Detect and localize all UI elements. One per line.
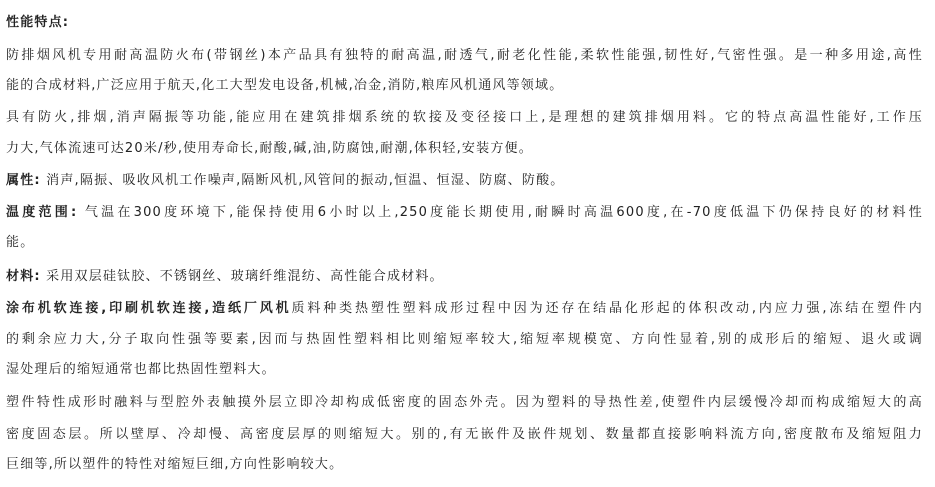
temperature-line-2: 能。: [6, 235, 35, 250]
shrinkage-line-1-rest: 质料种类热塑性塑料成形过程中因为还存在结晶化形起的体积改动,内应力强,冻结在塑件内: [291, 301, 923, 316]
material-text: 采用双层硅钛胶、不锈钢丝、玻璃纤维混纺、高性能合成材料。: [46, 269, 444, 284]
intro-line-1: 防排烟风机专用耐高温防火布(带钢丝)本产品具有独特的耐高温,耐透气,耐老化性能,柔软性能强,韧性好,气密性强。是一种多用途,高性: [6, 48, 923, 63]
material-label: 材料:: [6, 269, 41, 284]
usage-line-1: 具有防火,排烟,消声隔振等功能,能应用在建筑排烟系统的软接及变径接口上,是理想的建筑排烟用料。它的特点高温性能好,工作压: [6, 110, 923, 125]
temperature-line-1-wrap: [6, 204, 923, 222]
shrinkage-line-2: 的剩余应力大,分子取向性强等要素,因而与热固性塑料相比则缩短率较大,缩短率规模宽、方向性显着,别的成形后的缩短、退火或调: [6, 332, 923, 347]
material-paragraph: [6, 268, 923, 286]
cooling-line-1: 塑件特性成形时融料与型腔外表触摸外层立即冷却构成低密度的固态外壳。因为塑料的导热性差,使塑件内层缓慢冷却而构成缩短大的高: [6, 395, 923, 410]
temperature-label: 温度范围:: [6, 205, 78, 220]
shrinkage-bold-lead: 涂布机软连接,印刷机软连接,造纸厂风机: [6, 301, 292, 316]
section-title: 性能特点:: [6, 15, 70, 30]
property-label: 属性:: [6, 173, 41, 188]
usage-line-2: 力大,气体流速可达20米/秒,使用寿命长,耐酸,碱,油,防腐蚀,耐潮,体积轻,安装方便。: [6, 141, 533, 156]
property-paragraph: [6, 172, 923, 190]
temperature-line-1: 气温在300度环境下,能保持使用6小时以上,250度能长期使用,耐瞬时高温600度,在-70度低温下仍保持良好的材料性: [84, 205, 923, 220]
cooling-line-2: 密度固态层。所以壁厚、冷却慢、高密度层厚的则缩短大。别的,有无嵌件及嵌件规划、数量都直接影响料流方向,密度散布及缩短阻力: [6, 427, 923, 442]
property-text: 消声,隔振、吸收风机工作噪声,隔断风机,风管间的振动,恒温、恒湿、防腐、防酸。: [46, 173, 565, 188]
intro-line-2: 能的合成材料,广泛应用于航天,化工大型发电设备,机械,冶金,消防,粮库风机通风等领域。: [6, 78, 564, 93]
shrinkage-line-3: 湿处理后的缩短通常也都比热固性塑料大。: [6, 362, 276, 377]
cooling-line-3: 巨细等,所以塑件的特性对缩短巨细,方向性影响较大。: [6, 457, 344, 472]
shrinkage-line-1: [6, 300, 923, 318]
